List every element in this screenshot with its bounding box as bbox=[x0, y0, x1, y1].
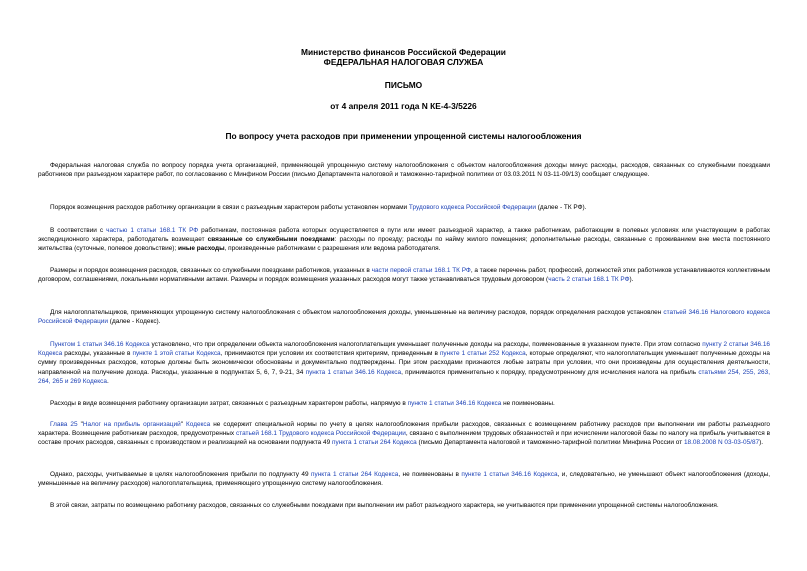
paragraph-2 bbox=[38, 203, 770, 212]
link-art-346-16-p2[interactable]: пункту 2 статьи 346.16 Кодекса bbox=[38, 341, 770, 358]
paragraph-5 bbox=[38, 308, 770, 326]
paragraph-8 bbox=[38, 420, 770, 448]
paragraph-text: , и, следовательно, не уменьшают объект налогообложения (доходы, уменьшенные на величину расходов) налогоплательщика, применяющего упрощенную систему налогообложения. bbox=[38, 471, 770, 488]
paragraph-text: Расходы в виде возмещения работнику организации затрат, связанных с разъездным характером работы, напрямую в bbox=[50, 400, 408, 407]
paragraph-text: ). bbox=[629, 276, 634, 284]
link-art-346-16-tax-code[interactable]: статьей 346.16 Налогового кодекса Российской Федерации bbox=[38, 309, 770, 326]
document-date-number: от 4 апреля 2011 года N КЕ-4-3/5226 bbox=[330, 101, 477, 111]
link-articles-254-269[interactable]: статьями 254, 255, 263, 264, 265 и 269 Кодекса bbox=[38, 368, 770, 385]
link-art-168-1-part-2[interactable]: часть 2 статьи 168.1 ТК РФ bbox=[548, 276, 630, 284]
paragraph-text: , а также перечень работ, профессий, должностей этих работников устанавливаются коллективным договором, соглашениями, локальными нормативными актами. Размеры и порядок возмещения указанных расходов могут также устанавливаться трудовым договором ( bbox=[38, 267, 770, 284]
paragraph-text: . bbox=[106, 377, 109, 385]
link-art-346-16-p1-this[interactable]: пункте 1 этой статьи Кодекса bbox=[132, 350, 221, 358]
paragraph-text: В соответствии с bbox=[50, 227, 107, 234]
paragraph-10 bbox=[38, 501, 770, 510]
ministry-heading: Министерство финансов Российской Федерации bbox=[301, 47, 506, 57]
paragraph-text: Размеры и порядок возмещения расходов, связанных со служебными поездками работников, указанных в bbox=[50, 267, 372, 274]
paragraph-text: , которые определяют, что налогоплательщик уменьшает полученные доходы на сумму произведенных расходов, которые должны быть экономически обоснованы и документально подтверждены. При этом расходами признаются любые затраты при условии, что они произведены для осуществления деятельности, направленной на получение дохода. Расходы, указанные в подпунктах 5, 6, 7, 9-21, 34 bbox=[38, 350, 770, 376]
link-art-264-p1[interactable]: пункта 1 статьи 264 Кодекса bbox=[311, 471, 399, 478]
paragraph-text: " bbox=[180, 421, 186, 428]
paragraph-1 bbox=[38, 161, 770, 179]
link-art-264-p1[interactable]: пункта 1 статьи 264 Кодекса bbox=[332, 439, 417, 447]
link-art-346-16-p1[interactable]: пункте 1 статьи 346.16 Кодекса bbox=[461, 471, 558, 478]
link-art-346-16-p1-sub[interactable]: пункта 1 статьи 346.16 Кодекса bbox=[305, 368, 402, 376]
paragraph-text: , принимаются применительно к порядку, предусмотренному для исчисления налога на прибыль bbox=[401, 368, 699, 376]
link-art-346-16-p1[interactable]: пункте 1 статьи 346.16 Кодекса bbox=[407, 400, 502, 407]
link-art-252-p1[interactable]: пункте 1 статьи 252 Кодекса bbox=[439, 350, 526, 358]
link-profit-tax-chapter[interactable]: Налог на прибыль организаций bbox=[82, 421, 181, 428]
link-art-168-1-part-first[interactable]: части первой статьи 168.1 ТК РФ bbox=[371, 267, 471, 274]
link-code[interactable]: Кодекса bbox=[186, 421, 211, 428]
paragraph-3 bbox=[38, 226, 770, 254]
paragraph-text: " bbox=[77, 421, 83, 428]
document-type: ПИСЬМО bbox=[384, 80, 423, 90]
link-art-168-1-part-1[interactable]: частью 1 статьи 168.1 ТК РФ bbox=[106, 227, 199, 234]
service-heading: ФЕДЕРАЛЬНАЯ НАЛОГОВАЯ СЛУЖБА bbox=[323, 57, 484, 67]
paragraph-text: не содержит специальной нормы по учету в целях налогообложения прибыли расходов, связанных с возмещением работнику расходов при выполнении им работы разъездного характера. Возмещение работникам расходов, предусмотренных bbox=[38, 421, 770, 438]
paragraph-text: , связано с выполнением трудовых обязанностей и при исчислении налоговой базы по налогу на прибыль учитывается в составе прочих расходов, связанных с производством и реализацией на основании подпункта 49 bbox=[38, 430, 770, 447]
paragraph-text: Однако, расходы, учитываемые в целях налогообложения прибыли по подпункту 49 bbox=[50, 471, 312, 478]
paragraph-text: (далее - ТК РФ). bbox=[535, 204, 587, 211]
paragraph-text: работникам, постоянная работа которых осуществляется в пути или имеет разъездной характер, а также работникам, работающим в полевых условиях или участвующим в работах экспедиционного характера, работодатель возмещает bbox=[38, 227, 770, 244]
link-labor-code[interactable]: Трудового кодекса Российской Федерации bbox=[408, 204, 536, 211]
paragraph-text: (далее - Кодекс). bbox=[108, 318, 161, 326]
paragraph-text: Порядок возмещения расходов работнику организации в связи с разъездным характером работы установлен нормами bbox=[50, 204, 409, 211]
paragraph-text: В этой связи, затраты по возмещению работнику расходов, связанных со служебными поездками при выполнении им работ разъездного характера, не учитываются при применении упрощенной системы налогообложения. bbox=[50, 502, 719, 509]
paragraph-text: Для налогоплательщиков, применяющих упрощенную систему налогообложения с объектом налогообложения доходы, уменьшенные на величину расходов, порядок определения расходов установлен bbox=[50, 309, 664, 316]
bold-text: связанные со служебными поездками bbox=[207, 236, 335, 244]
paragraph-9 bbox=[38, 470, 770, 488]
document-subject: По вопросу учета расходов при применении упрощенной системы налогообложения bbox=[225, 131, 582, 141]
paragraph-text: , произведенные работниками с разрешения или ведома работодателя. bbox=[224, 245, 441, 253]
paragraph-7 bbox=[38, 399, 770, 408]
paragraph-text: , принимаются при условии их соответствия критериям, приведенным в bbox=[220, 350, 440, 358]
paragraph-text: установлено, что при определении объекта налогообложения налогоплательщик уменьшает полученные доходы на расходы, поименованные в указанном пункте. При этом согласно bbox=[149, 341, 703, 348]
paragraph-text: Федеральная налоговая служба по вопросу порядка учета организацией, применяющей упрощенную систему налогообложения с объектом налогообложения доходы минус расходы, расходов, связанных со служебными поездками работников при разъездном характере работ, по согласованию с Минфином России (письмо Департамента налоговой и таможенно-тарифной политики от 03.03.2011 N 03-11-09/13) сообщает следующее. bbox=[38, 162, 770, 179]
paragraph-text: : расходы по проезду; расходы по найму жилого помещения; дополнительные расходы, связанные с проживанием вне места постоянного жительства (суточные, полевое довольствие); bbox=[38, 236, 770, 253]
paragraph-text: , не поименованы в bbox=[398, 471, 462, 478]
link-art-168-1-labor-code[interactable]: статьей 168.1 Трудового кодекса Российской Федерации bbox=[235, 430, 406, 438]
paragraph-6 bbox=[38, 340, 770, 386]
bold-text: иные расходы bbox=[178, 245, 225, 253]
paragraph-text: ). bbox=[759, 439, 764, 447]
paragraph-text: (письмо Департамента налоговой и таможенно-тарифной политики Минфина России от bbox=[416, 439, 684, 447]
paragraph-text: расходы, указанные в bbox=[62, 350, 133, 358]
link-chapter-25[interactable]: Глава 25 bbox=[50, 421, 78, 428]
link-art-346-16-p1[interactable]: Пунктом 1 статьи 346.16 Кодекса bbox=[50, 341, 150, 348]
paragraph-text: не поименованы. bbox=[501, 400, 555, 407]
paragraph-4 bbox=[38, 266, 770, 284]
link-letter-2008[interactable]: 18.08.2008 N 03-03-05/87 bbox=[683, 439, 760, 447]
